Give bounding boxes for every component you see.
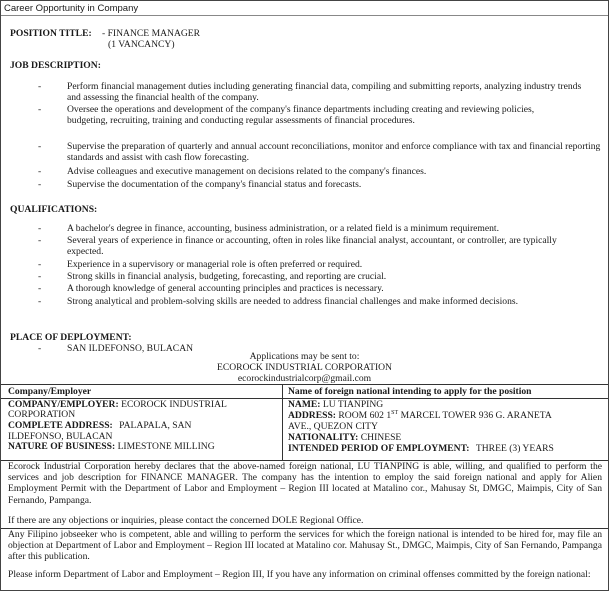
bullet-dash: - (38, 104, 42, 115)
bullet-dash: - (38, 179, 42, 190)
qualification-item: A bachelor's degree in finance, accounting, business administration, or a related field is a minimum requirement. (67, 223, 499, 234)
qualification-item: Strong analytical and problem-solving skills are needed to address financial challenges and make informed decisions. (67, 296, 519, 307)
deployment-heading: PLACE OF DEPLOYMENT: (10, 332, 132, 343)
applications-line: Applications may be sent to: (249, 351, 360, 362)
table-right-header: Name of foreign national intending to apply for the position (288, 386, 532, 397)
bullet-dash: - (38, 271, 42, 282)
jobseeker-notice-paragraph: Any Filipino jobseeker who is competent, able and willing to perform the services for which the foreign national is intended to be hired for, may file an objection at Department of Labor and Employment – Region III located at Matalino cor. Mahusay St., DMGC, Maimpis, City of San Fernando, Pampanga after this publication. (8, 529, 602, 563)
job-description-item: Supervise the documentation of the company's financial status and forecasts. (67, 179, 362, 190)
foreign-name-label: NAME: (288, 399, 321, 410)
nature-of-business-value: LIMESTONE MILLING (117, 441, 215, 452)
foreign-name-value: LU TIANPING (322, 399, 384, 410)
vacancy-count: (1 VANCANCY) (108, 39, 175, 50)
nature-of-business-label: NATURE OF BUSINESS: (8, 441, 116, 452)
bullet-dash: - (38, 223, 42, 234)
company-employer-value: ECOROCK INDUSTRIAL (121, 399, 227, 410)
position-label: POSITION TITLE: (10, 28, 92, 39)
job-description-item: Oversee the operations and development of the company's finance departments including creating and reviewing policies, budgeting, recruiting, training and conducting regular assessments of financial procedures. (67, 104, 535, 127)
company-employer-label: COMPANY/EMPLOYER: (8, 399, 119, 410)
inform-notice-paragraph: Please inform Department of Labor and Employment – Region III, If you have any information on criminal offenses committed by the foreign national: (8, 569, 591, 580)
bullet-dash: - (38, 296, 42, 307)
complete-address-value: PALAPALA, SAN (119, 420, 192, 431)
bullet-dash: - (38, 141, 42, 152)
bullet-dash: - (38, 259, 42, 270)
complete-address-value-cont: ILDEFONSO, BULACAN (8, 431, 113, 442)
qualification-item: A thorough knowledge of general accounting principles and practices is necessary. (67, 283, 384, 294)
objections-paragraph: If there are any objections or inquiries, please contact the concerned DOLE Regional Office. (8, 515, 364, 526)
job-description-item: Perform financial management duties including generating financial data, compiling and submitting reports, analyzing industry trends and assessing the financial health of the company. (67, 81, 582, 104)
foreign-address-label: ADDRESS: (288, 410, 336, 421)
foreign-address-value-cont: AVE., QUEZON CITY (288, 421, 378, 432)
qualification-item: Strong skills in financial analysis, budgeting, forecasting, and reporting are crucial. (67, 271, 387, 282)
job-description-item: Supervise the preparation of quarterly and annual account reconciliations, monitor and enforce compliance with tax and financial reporting standards and assist with cash flow forecasting. (67, 141, 601, 164)
position-title: - FINANCE MANAGER (102, 28, 201, 39)
job-description-heading: JOB DESCRIPTION: (10, 60, 101, 71)
table-left-header: Company/Employer (8, 386, 92, 397)
deployment-location: SAN ILDEFONSO, BULACAN (67, 343, 194, 354)
intended-period-value: THREE (3) YEARS (475, 443, 554, 454)
complete-address-row (8, 420, 192, 431)
applications-company: ECOROCK INDUSTRIAL CORPORATION (216, 362, 392, 373)
intended-period-label: INTENDED PERIOD OF EMPLOYMENT: (288, 443, 470, 454)
qualification-item: Several years of experience in finance or accounting, often in roles like financial analyst, accountant, or controller, are typically expected. (67, 235, 557, 258)
foreign-address-row (288, 410, 552, 421)
table-divider (282, 385, 283, 460)
foreign-address-value: ROOM 602 1ST MARCEL TOWER 936 G. ARANETA (338, 409, 552, 421)
company-employer-value-cont: CORPORATION (8, 409, 76, 420)
declaration-paragraph: Ecorock Industrial Corporation hereby declares that the above-named foreign national, LU TIANPING is able, willing, and qualified to perform the services and job description for FINANCE MANAGER. The company has the intention to employ the said foreign national and apply for Alien Employment Permit with the Department of Labor and Employment – Region III located at Matalino cor., Mahusay St, DMGC, Maimpis, City of San Fernando, Pampanga. (8, 461, 602, 506)
complete-address-label: COMPLETE ADDRESS: (8, 420, 113, 431)
qualification-item: Experience in a supervisory or managerial role is often preferred or required. (67, 259, 363, 270)
job-description-item: Advise colleagues and executive management on decisions related to the company's finances. (67, 166, 427, 177)
nationality-value: CHINESE (360, 432, 402, 443)
bullet-dash: - (38, 343, 42, 354)
applications-email[interactable]: ecorockindustrialcorp@gmail.com (237, 373, 372, 384)
nationality-label: NATIONALITY: (288, 432, 359, 443)
bullet-dash: - (38, 166, 42, 177)
foreign-name-row (288, 399, 383, 410)
nationality-row (288, 432, 401, 443)
nature-of-business-row (8, 441, 215, 452)
qualifications-heading: QUALIFICATIONS: (10, 204, 98, 215)
intended-period-row (288, 443, 554, 454)
page-header: Career Opportunity in Company (1, 1, 608, 16)
bullet-dash: - (38, 283, 42, 294)
bullet-dash: - (38, 235, 42, 246)
bullet-dash: - (38, 81, 42, 92)
employer-foreign-national-table (1, 384, 608, 461)
